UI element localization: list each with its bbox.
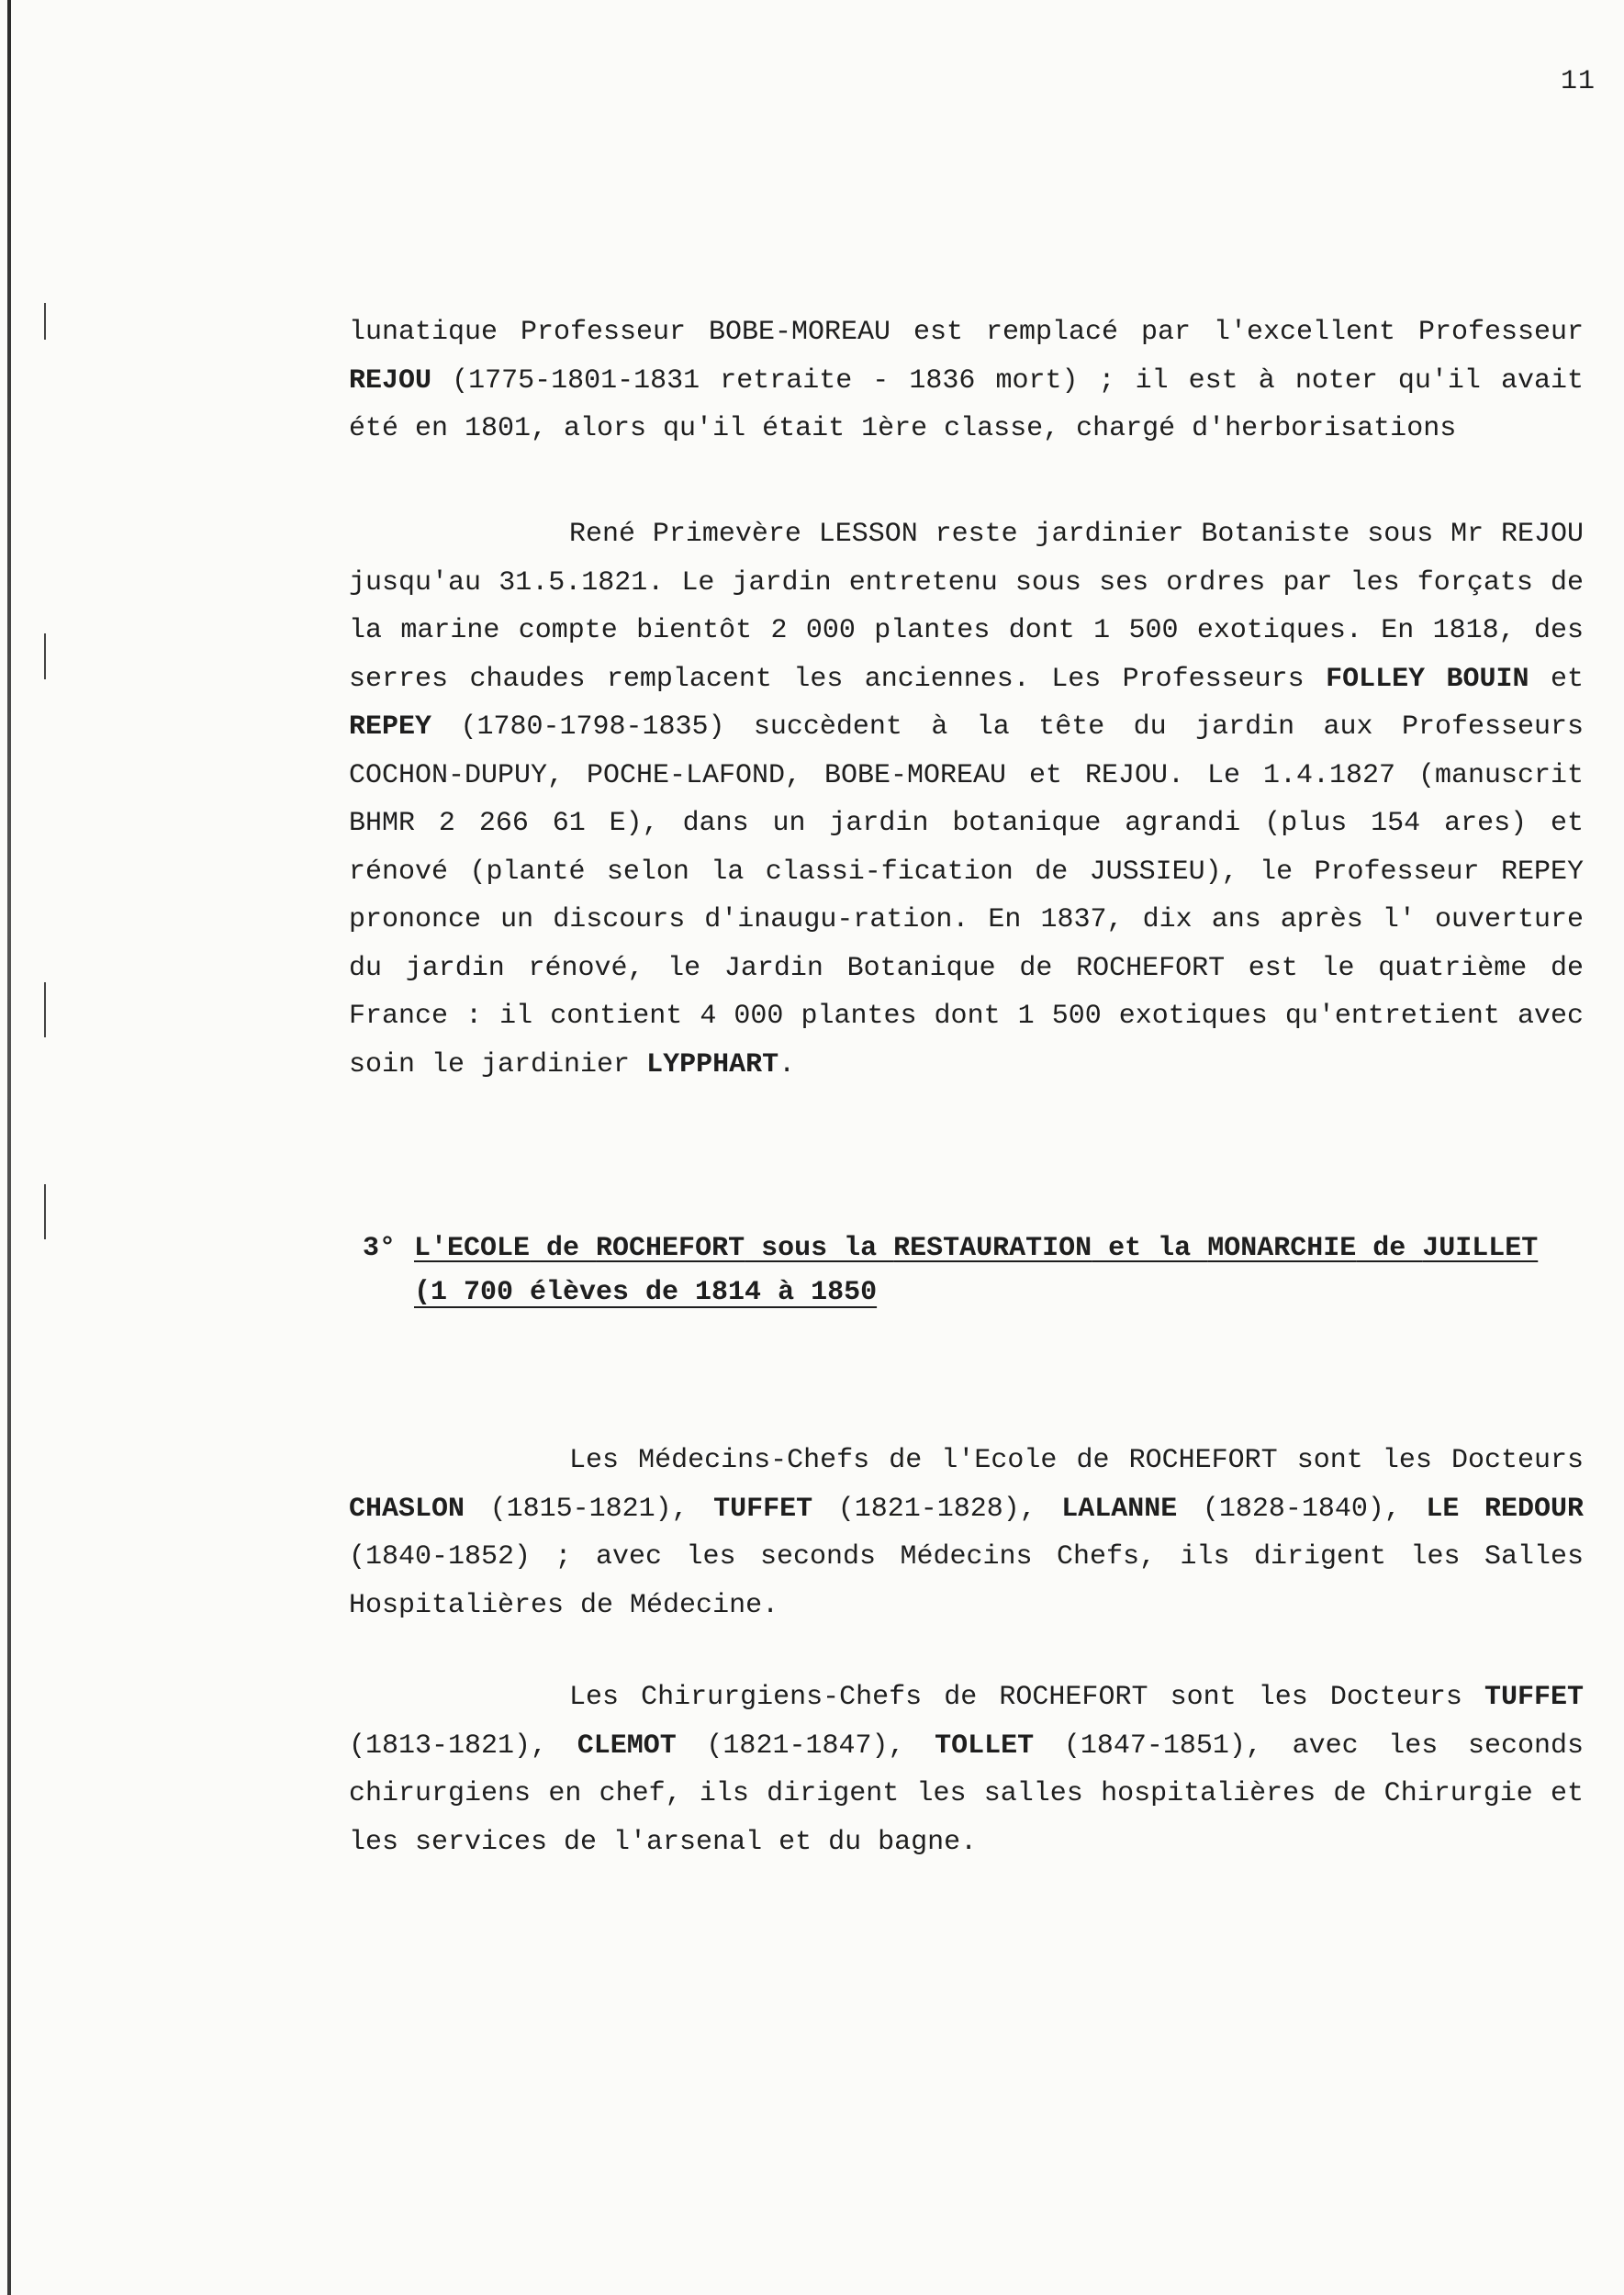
title-part: ROCHEFORT bbox=[596, 1233, 745, 1264]
section-number: 3° bbox=[363, 1233, 397, 1264]
name-tuffet: TUFFET bbox=[713, 1493, 813, 1525]
text-run: (1821-1828), bbox=[812, 1493, 1062, 1525]
binding-mark bbox=[44, 982, 46, 1037]
name-rejou: REJOU bbox=[349, 364, 432, 397]
title-part: MONARCHIE bbox=[1207, 1233, 1357, 1264]
binding-edge bbox=[7, 0, 11, 2295]
name-tollet: TOLLET bbox=[935, 1730, 1035, 1762]
text-run: . bbox=[778, 1048, 796, 1080]
text-run: (1840-1852) ; avec les seconds Médecins Chefs, ils dirigent les Salles Hospitalières de Médecine. bbox=[349, 1541, 1584, 1621]
name-le-redour: LE REDOUR bbox=[1426, 1493, 1584, 1525]
section-heading bbox=[363, 1226, 1574, 1315]
title-part: de bbox=[530, 1233, 597, 1264]
title-part: de bbox=[1356, 1233, 1423, 1264]
name-chaslon: CHASLON bbox=[349, 1493, 465, 1525]
text-run: (1815-1821), bbox=[465, 1493, 714, 1525]
name-lypphart: LYPPHART bbox=[646, 1048, 779, 1080]
title-part: RESTAURATION bbox=[893, 1233, 1092, 1264]
text-run: lunatique Professeur BOBE-MOREAU est remplacé par l'excellent Professeur bbox=[349, 317, 1584, 348]
text-run: (1775-1801-1831 retraite - 1836 mort) ; il est à noter qu'il avait été en 1801, alors qu'il était 1ère classe, chargé d'herborisations bbox=[349, 364, 1584, 444]
section-title bbox=[414, 1233, 1538, 1264]
title-part: L'ECOLE bbox=[414, 1233, 531, 1264]
binding-mark bbox=[44, 303, 46, 340]
text-run: et bbox=[1529, 663, 1585, 695]
name-folley-bouin: FOLLEY BOUIN bbox=[1326, 663, 1529, 695]
text-run: Les Médecins-Chefs de l'Ecole de ROCHEFORT sont les Docteurs bbox=[569, 1445, 1584, 1476]
title-part: sous la bbox=[745, 1233, 894, 1264]
text-run: (1828-1840), bbox=[1177, 1493, 1427, 1525]
text-run: (1847-1851), avec les seconds chirurgiens en chef, ils dirigent les salles hospitalières de Chirurgie et les services de l'arsenal et du bagne. bbox=[349, 1730, 1584, 1858]
name-clemot: CLEMOT bbox=[577, 1730, 677, 1762]
binding-mark bbox=[44, 1184, 46, 1239]
text-run: René Primevère LESSON reste jardinier Botaniste sous Mr REJOU jusqu'au 31.5.1821. Le jardin entretenu sous ses ordres par les forçats de la marine compte bientôt 2 000 plantes dont 1 500 exotiques. En 1818, des serres chaudes remplacent les anciennes. Les Professeurs bbox=[349, 519, 1584, 695]
page-number: 11 bbox=[1561, 66, 1596, 97]
name-lalanne: LALANNE bbox=[1061, 1493, 1178, 1525]
title-part: JUILLET bbox=[1422, 1233, 1539, 1264]
name-tuffet: TUFFET bbox=[1484, 1682, 1584, 1713]
paragraph-medecins-chefs bbox=[349, 1437, 1584, 1629]
text-run: Les Chirurgiens-Chefs de ROCHEFORT sont les Docteurs bbox=[569, 1682, 1484, 1713]
section-subtitle: (1 700 élèves de 1814 à 1850 bbox=[414, 1277, 878, 1308]
text-run: (1813-1821), bbox=[349, 1730, 577, 1762]
binding-mark bbox=[44, 633, 46, 679]
text-run: (1780-1798-1835) succèdent à la tête du jardin aux Professeurs COCHON-DUPUY, POCHE-LAFOND, BOBE-MOREAU et REJOU. Le 1.4.1827 (manuscrit BHMR 2 266 61 E), dans un jardin botanique agrandi (plus 154 ares) et rénové (planté selon la classi-fication de JUSSIEU), le Professeur REPEY prononce un discours d'inaugu-ration. En 1837, dix ans après l' ouverture du jardin rénové, le Jardin Botanique de ROCHEFORT est le quatrième de France : il contient 4 000 plantes dont 1 500 exotiques qu'entretient avec soin le jardinier bbox=[349, 711, 1584, 1080]
paragraph-chirurgiens-chefs bbox=[349, 1674, 1584, 1866]
text-run: (1821-1847), bbox=[676, 1730, 935, 1762]
name-repey: REPEY bbox=[349, 711, 432, 743]
paragraph-lesson-jardinier bbox=[349, 510, 1584, 1089]
paragraph-jardin-botanique-rejou bbox=[349, 308, 1584, 453]
title-part: et la bbox=[1092, 1233, 1208, 1264]
